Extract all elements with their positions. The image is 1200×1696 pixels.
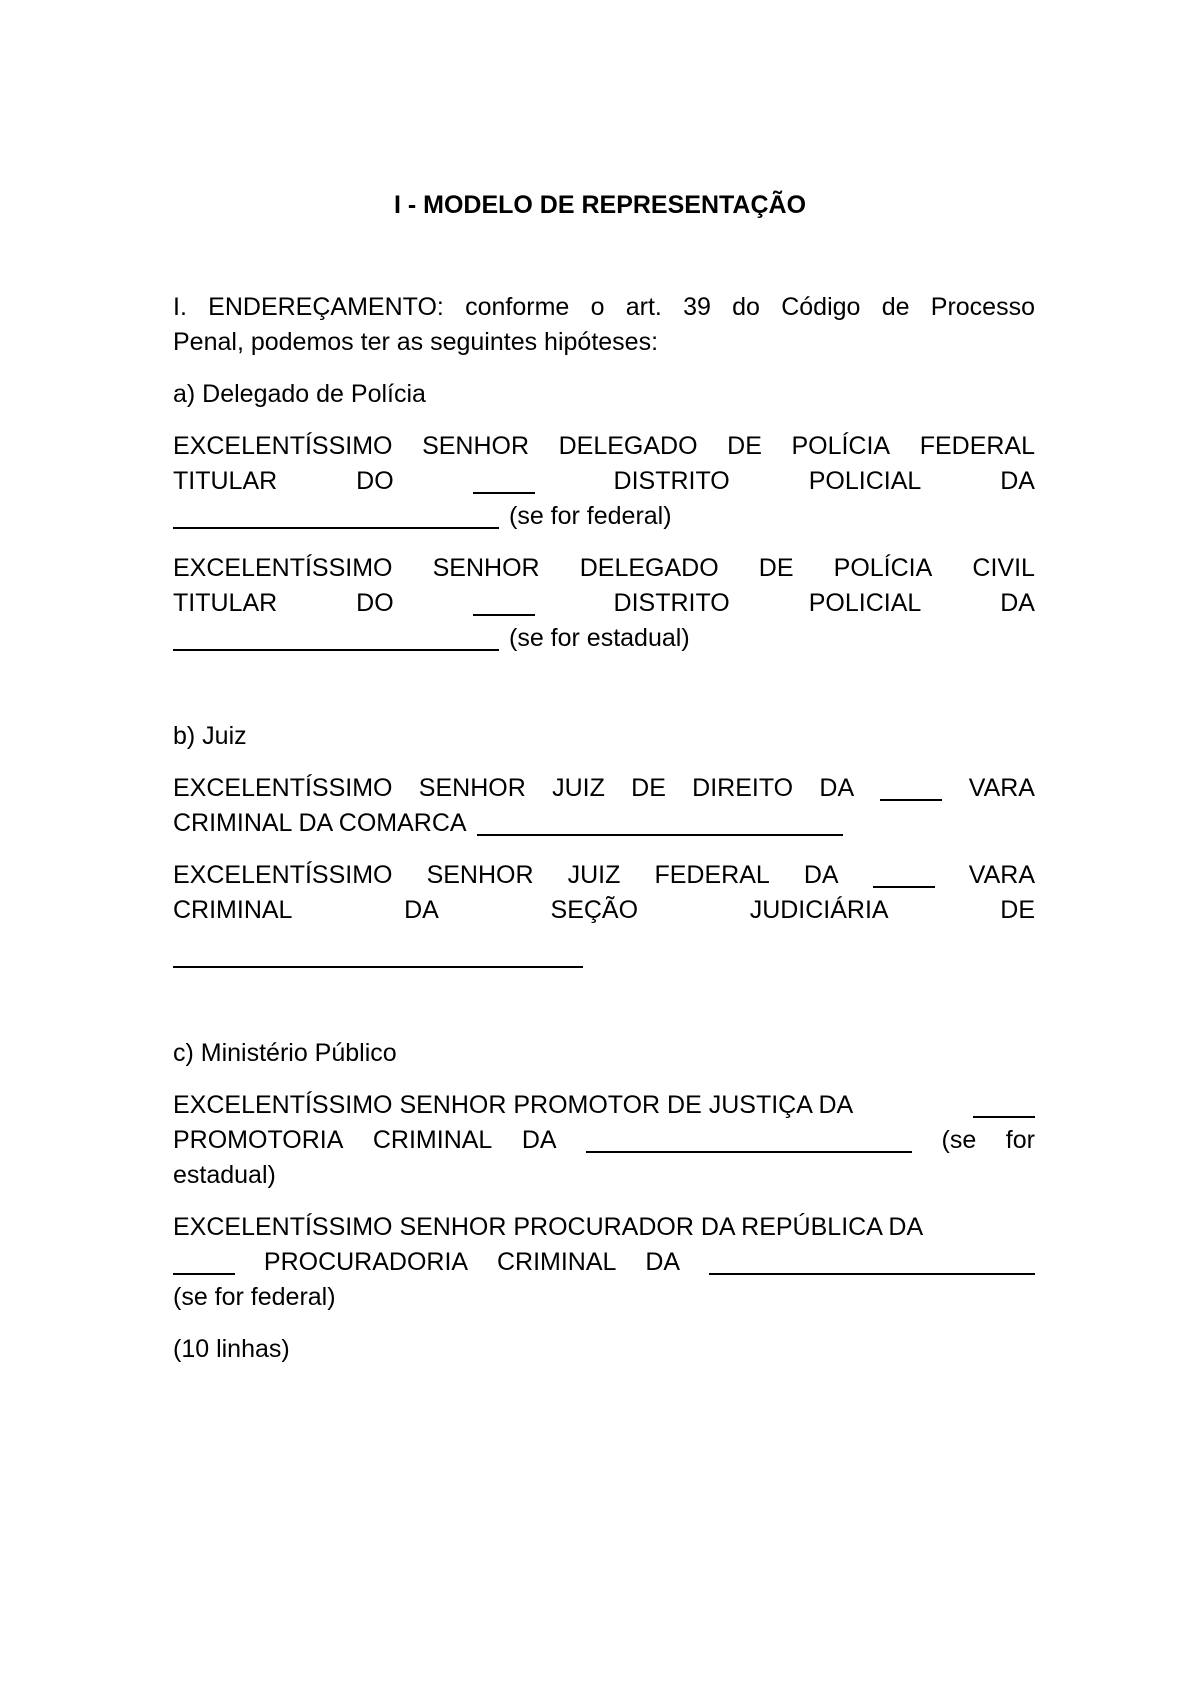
- document-title: I - MODELO DE REPRESENTAÇÃO: [393, 191, 807, 219]
- juiz-direito-paragraph: EXCELENTÍSSIMO SENHOR JUIZ DE DIREITO DA VARA CRIMINAL DA COMARCA: [173, 774, 1035, 837]
- fill-blank: [880, 773, 942, 801]
- fill-blank: [173, 501, 499, 529]
- juiz-federal-paragraph: EXCELENTÍSSIMO SENHOR JUIZ FEDERAL DA VARA CRIMINAL DA SEÇÃO JUDICIÁRIA DE: [173, 858, 1035, 973]
- fill-blank: [873, 860, 935, 888]
- document-body: [173, 290, 1035, 1367]
- section-a-heading: a) Delegado de Polícia: [173, 380, 426, 408]
- delegado-federal-paragraph: EXCELENTÍSSIMO SENHOR DELEGADO DE POLÍCIA FEDERAL TITULAR DO DISTRITO POLICIAL DA (se for federal): [173, 432, 1035, 530]
- fill-blank: [473, 588, 535, 616]
- line-count-note: (10 linhas): [173, 1335, 290, 1363]
- fill-blank: [709, 1247, 1035, 1275]
- intro-line-1: I. ENDEREÇAMENTO: conforme o art. 39 do Código de Processo: [173, 293, 1035, 321]
- fill-blank: [173, 623, 499, 651]
- fill-blank: [473, 466, 535, 494]
- fill-blank: [173, 1247, 235, 1275]
- procurador-paragraph: EXCELENTÍSSIMO SENHOR PROCURADOR DA REPÚBLICA DA PROCURADORIA CRIMINAL DA (se for federal): [173, 1210, 1035, 1315]
- fill-blank: [173, 940, 583, 968]
- fill-blank: [586, 1125, 912, 1153]
- section-b-heading: b) Juiz: [173, 722, 247, 750]
- fill-blank: [477, 808, 843, 836]
- promotor-paragraph: EXCELENTÍSSIMO SENHOR PROMOTOR DE JUSTIÇA DA PROMOTORIA CRIMINAL DA (se for estadual): [173, 1091, 1035, 1189]
- delegado-estadual-paragraph: EXCELENTÍSSIMO SENHOR DELEGADO DE POLÍCIA CIVIL TITULAR DO DISTRITO POLICIAL DA (se for estadual): [173, 554, 1035, 652]
- section-c-heading: c) Ministério Público: [173, 1039, 397, 1067]
- fill-blank: [973, 1090, 1035, 1118]
- intro-line-2: Penal, podemos ter as seguintes hipóteses:: [173, 328, 659, 356]
